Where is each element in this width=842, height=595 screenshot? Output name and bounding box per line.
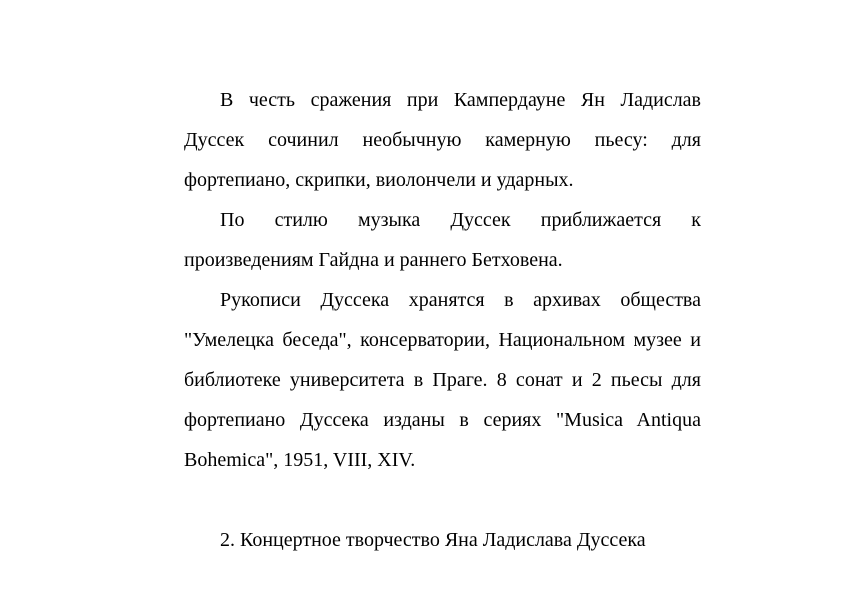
paragraph-manuscripts: Рукописи Дуссека хранятся в архивах общества "Умелецка беседа", консерватории, Национальном музее и библиотеке университета в Праге. 8 сонат и 2 пьесы для фортепиано Дуссека изданы в сериях "Musica Antiqua Bohemica", 1951, VIII, XIV. [184, 289, 701, 471]
section-heading: 2. Концертное творчество Яна Ладислава Дуссека [220, 529, 646, 551]
paragraph-battle-camperdown: В честь сражения при Кампердауне Ян Ладислав Дуссек сочинил необычную камерную пьесу: для фортепиано, скрипки, виолончели и ударных. [184, 89, 701, 191]
document-body [184, 80, 701, 560]
blank-line [184, 480, 701, 520]
paragraph-style: По стилю музыка Дуссек приближается к произведениям Гайдна и раннего Бетховена. [184, 209, 701, 271]
